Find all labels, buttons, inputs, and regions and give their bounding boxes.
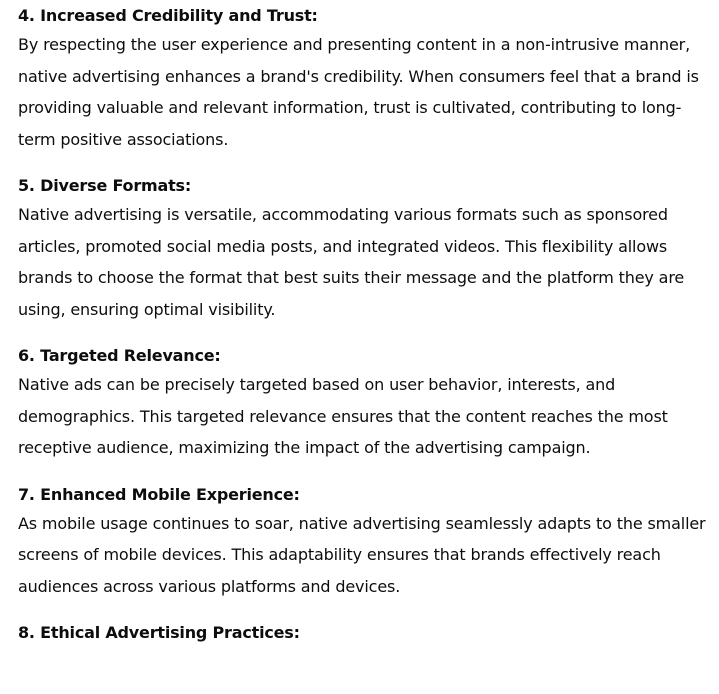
paragraph-line: screens of mobile devices. This adaptability ensures that brands effectively reach: [18, 545, 661, 564]
section-paragraph: [18, 29, 715, 155]
paragraph-line: Native advertising is versatile, accommodating various formats such as sponsored: [18, 205, 668, 224]
section-diverse-formats: [18, 173, 715, 325]
article-content: [18, 3, 715, 646]
paragraph-line: native advertising enhances a brand's credibility. When consumers feel that a brand is: [18, 66, 699, 86]
section-heading: 6. Targeted Relevance:: [18, 346, 221, 365]
paragraph-line: receptive audience, maximizing the impact of the advertising campaign.: [18, 438, 591, 457]
paragraph-line: articles, promoted social media posts, and integrated videos. This flexibility allows: [18, 236, 668, 256]
section-spacer: [18, 464, 715, 482]
paragraph-line: term positive associations.: [18, 129, 229, 149]
paragraph-line: providing valuable and relevant information, trust is cultivated, contributing to long-: [18, 98, 682, 117]
paragraph-line: By respecting the user experience and presenting content in a non-intrusive manner,: [18, 35, 691, 54]
section-credibility-trust: [18, 3, 715, 155]
section-ethical-practices: [18, 620, 715, 646]
section-mobile-experience: [18, 482, 715, 603]
paragraph-line: brands to choose the format that best suits their message and the platform they are: [18, 268, 685, 287]
section-paragraph: [18, 369, 715, 464]
paragraph-line: demographics. This targeted relevance ensures that the content reaches the most: [18, 406, 668, 426]
section-spacer: [18, 155, 715, 173]
section-targeted-relevance: [18, 343, 715, 464]
section-heading: 8. Ethical Advertising Practices:: [18, 623, 300, 642]
paragraph-line: Native ads can be precisely targeted based on user behavior, interests, and: [18, 375, 616, 394]
section-spacer: [18, 325, 715, 343]
section-paragraph: [18, 508, 715, 603]
paragraph-line: As mobile usage continues to soar, native advertising seamlessly adapts to the smaller: [18, 513, 706, 533]
section-heading: 5. Diverse Formats:: [18, 176, 192, 195]
section-paragraph: [18, 199, 715, 325]
section-heading: 7. Enhanced Mobile Experience:: [18, 484, 300, 504]
section-spacer: [18, 602, 715, 620]
paragraph-line: using, ensuring optimal visibility.: [18, 299, 276, 319]
section-heading: 4. Increased Credibility and Trust:: [18, 6, 318, 25]
paragraph-line: audiences across various platforms and devices.: [18, 576, 401, 596]
